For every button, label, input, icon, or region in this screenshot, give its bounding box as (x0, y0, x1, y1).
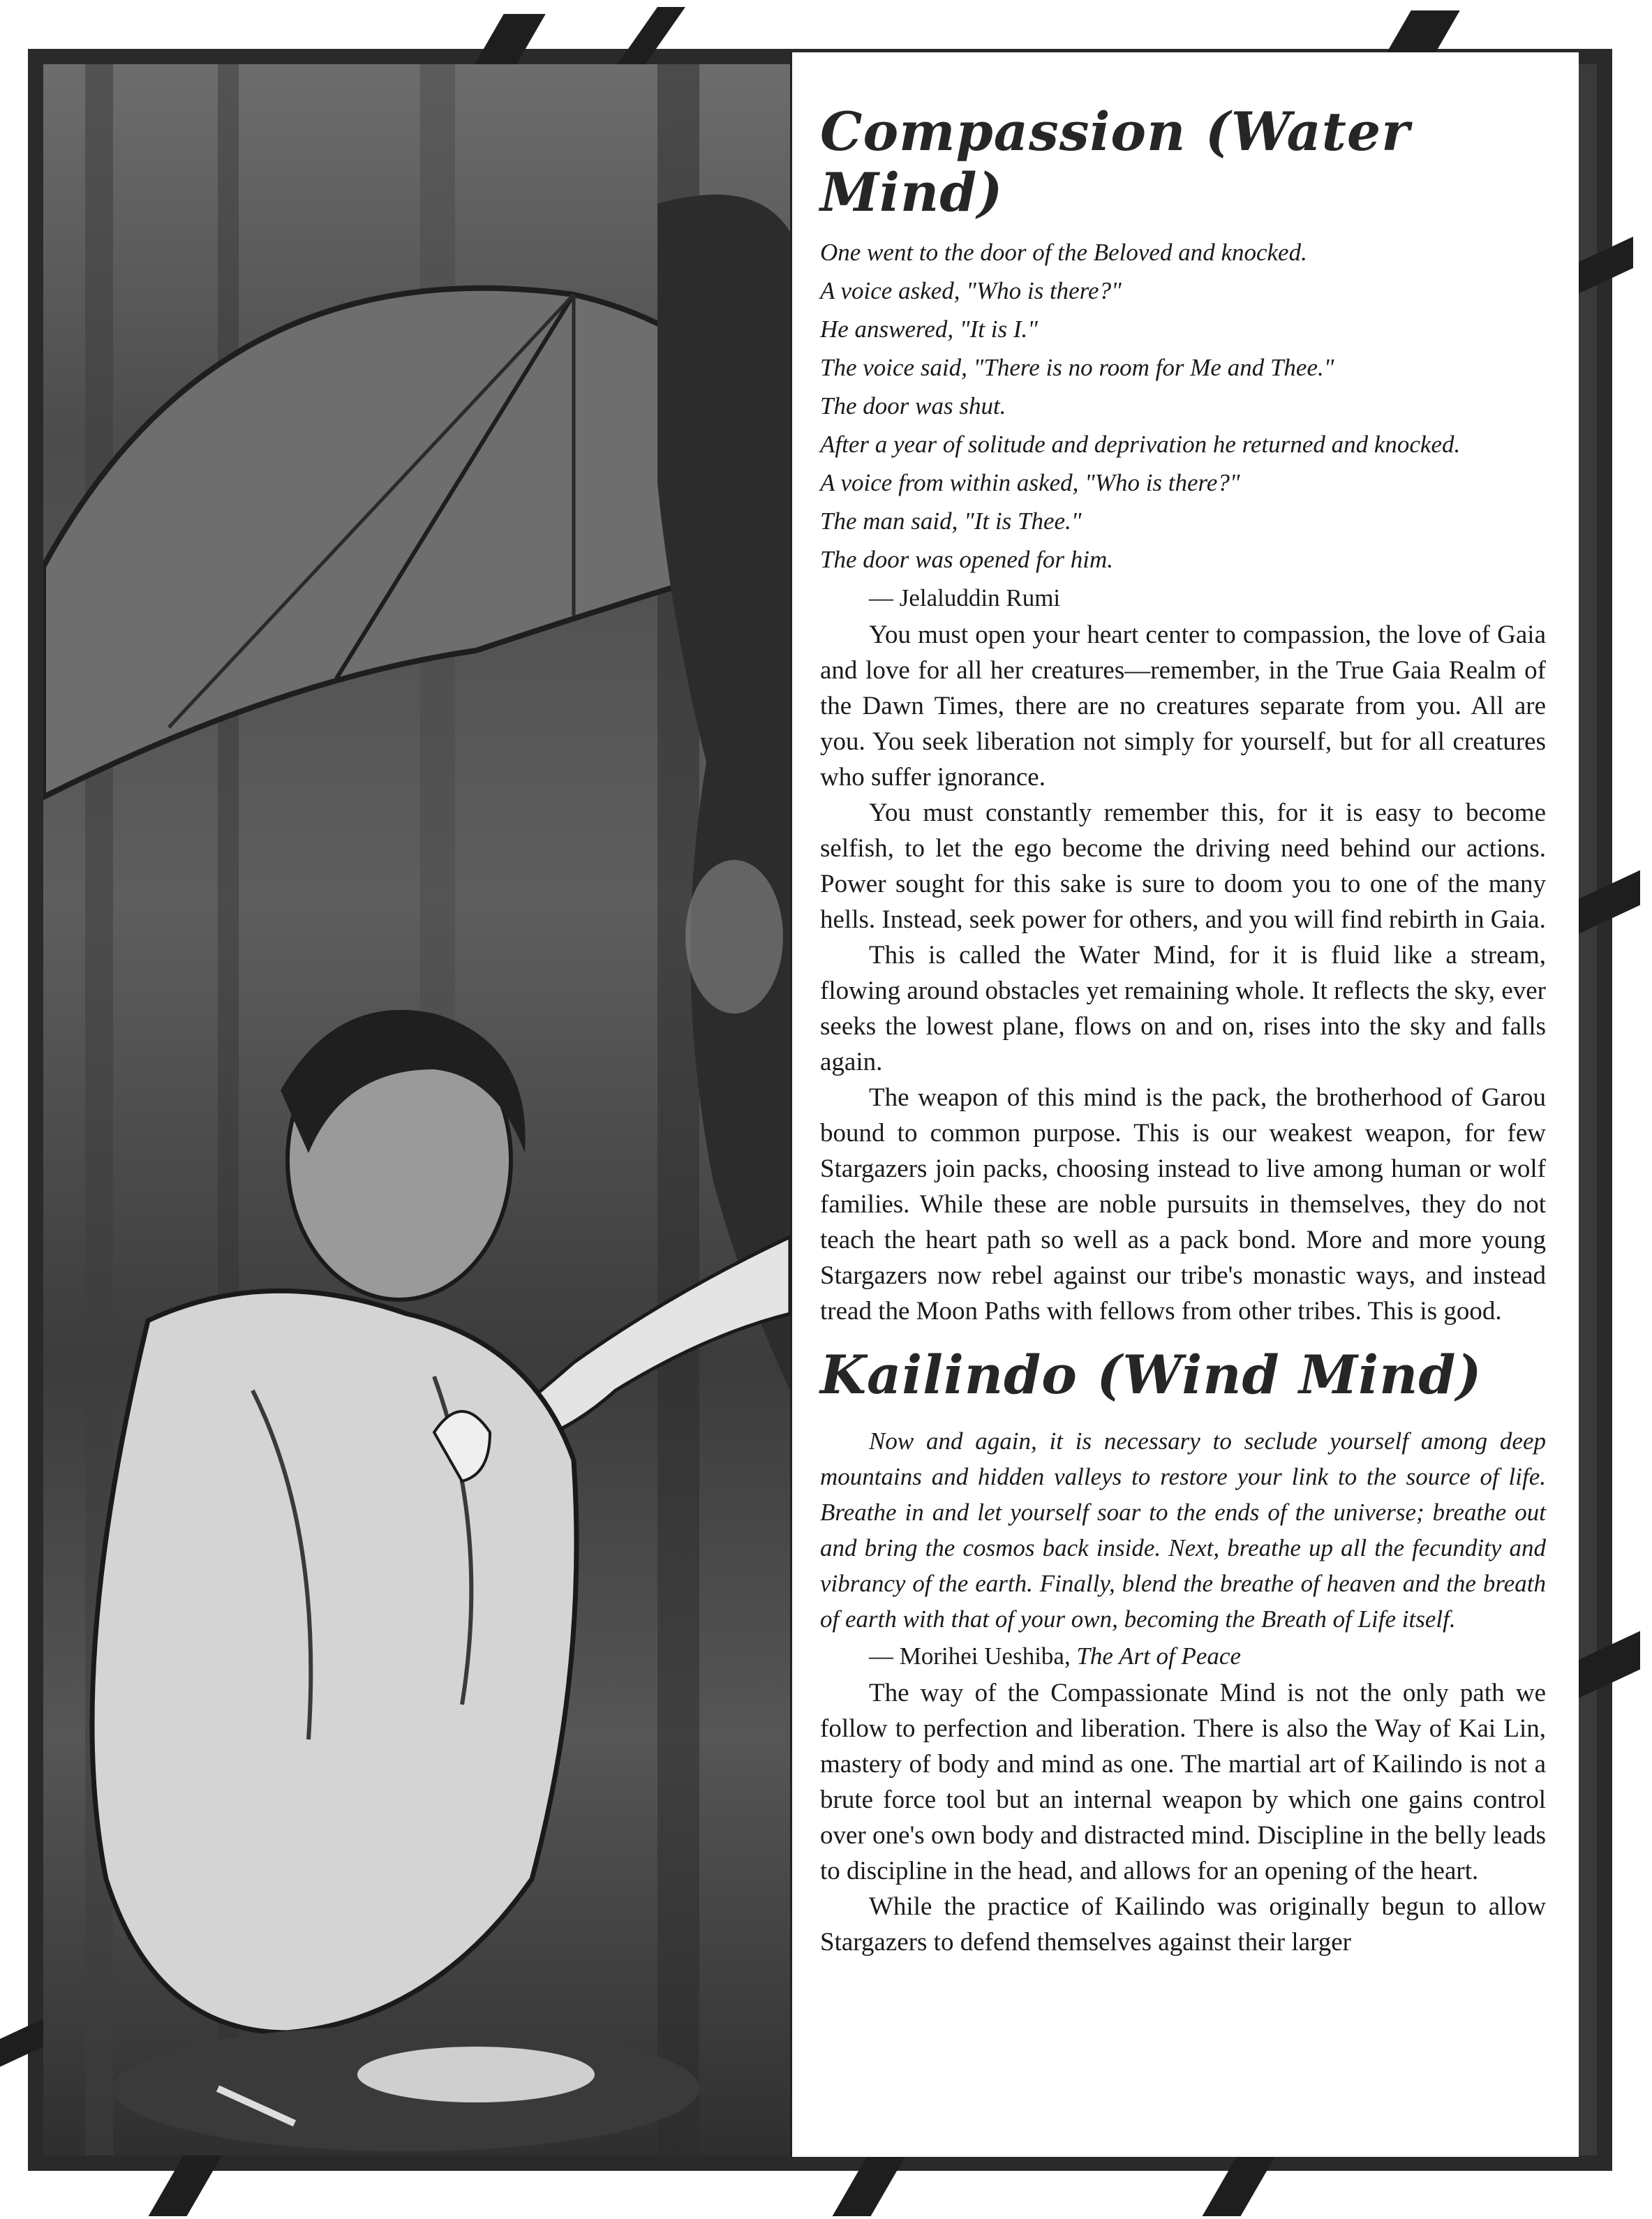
illustration-drawing (43, 64, 790, 2155)
verse-line: The voice said, "There is no room for Me and Thee." (820, 353, 1334, 381)
body-paragraph: This is called the Water Mind, for it is fluid like a stream, flowing around obstacles yet remaining whole. It reflects the sky, ever seeks the lowest plane, flows on and on, rises into the sky and falls again. (820, 940, 1546, 1076)
rumi-verse (820, 233, 1546, 579)
verse-line: After a year of solitude and deprivation he returned and knocked. (820, 430, 1461, 458)
verse-line: A voice from within asked, "Who is there?" (820, 468, 1240, 496)
body-paragraph: You must constantly remember this, for it is easy to become selfish, to let the ego become the driving need behind our actions. Power sought for this sake is sure to doom you to one of the many hells. Instead, seek power for others, and you will find rebirth in Gaia. (820, 798, 1546, 934)
verse-line: A voice asked, "Who is there?" (820, 276, 1122, 304)
seated-figure-body (92, 1291, 576, 2033)
article-content (820, 101, 1546, 1960)
body-paragraph: The way of the Compassionate Mind is not the only path we follow to perfection and liberation. There is also the Way of Kai Lin, mastery of body and mind as one. The martial art of Kailindo is not a brute force tool but an internal weapon by which one gains control over one's own body and distracted mind. Discipline in the belly leads to discipline in the head, and allows for an opening of the heart. (820, 1679, 1546, 1886)
section-heading-kailindo: Kailindo (Wind Mind) (820, 1343, 1482, 1406)
verse-line: The door was shut. (820, 392, 1006, 420)
body-paragraph: The weapon of this mind is the pack, the brotherhood of Garou bound to common purpose. This is our weakest weapon, for few Stargazers join packs, choosing instead to live among human or wolf families. While these are noble pursuits in themselves, they do not teach the heart path so well as a pack bond. More and more young Stargazers now rebel against our tribe's monastic ways, and instead tread the Moon Paths with fellows from other tribes. This is good. (820, 1083, 1546, 1326)
verse-line: The man said, "It is Thee." (820, 507, 1082, 535)
quote-attribution (869, 1637, 1546, 1675)
verse-attribution: — Jelaluddin Rumi (869, 584, 1061, 611)
verse-line: One went to the door of the Beloved and knocked. (820, 238, 1307, 266)
ueshiba-quote: Now and again, it is necessary to seclude yourself among deep mountains and hidden valleys to restore your link to the source of life. Breathe in and let yourself soar to the ends of the universe; breathe out and bring the cosmos back inside. Next, breathe up all the fecundity and vibrancy of the earth. Finally, blend the breathe of heaven and the breath of earth with that of your own, becoming the Breath of Life itself. (820, 1427, 1546, 1633)
section-heading-compassion: Compassion (Water Mind) (820, 101, 1411, 224)
verse-line: He answered, "It is I." (820, 315, 1038, 343)
body-paragraph: While the practice of Kailindo was originally begun to allow Stargazers to defend themselves against their larger (820, 1892, 1546, 1957)
verse-line: The door was opened for him. (820, 545, 1113, 573)
quote-attribution-work: The Art of Peace (1076, 1642, 1242, 1670)
illustration-umbrella-scene (43, 64, 790, 2155)
quote-attribution-author: — Morihei Ueshiba, (869, 1642, 1077, 1670)
body-paragraph: You must open your heart center to compassion, the love of Gaia and love for all her creatures—remember, in the True Gaia Realm of the Dawn Times, there are no creatures separate from you. All are you. You seek liberation not simply for yourself, but for all creatures who suffer ignorance. (820, 620, 1546, 792)
